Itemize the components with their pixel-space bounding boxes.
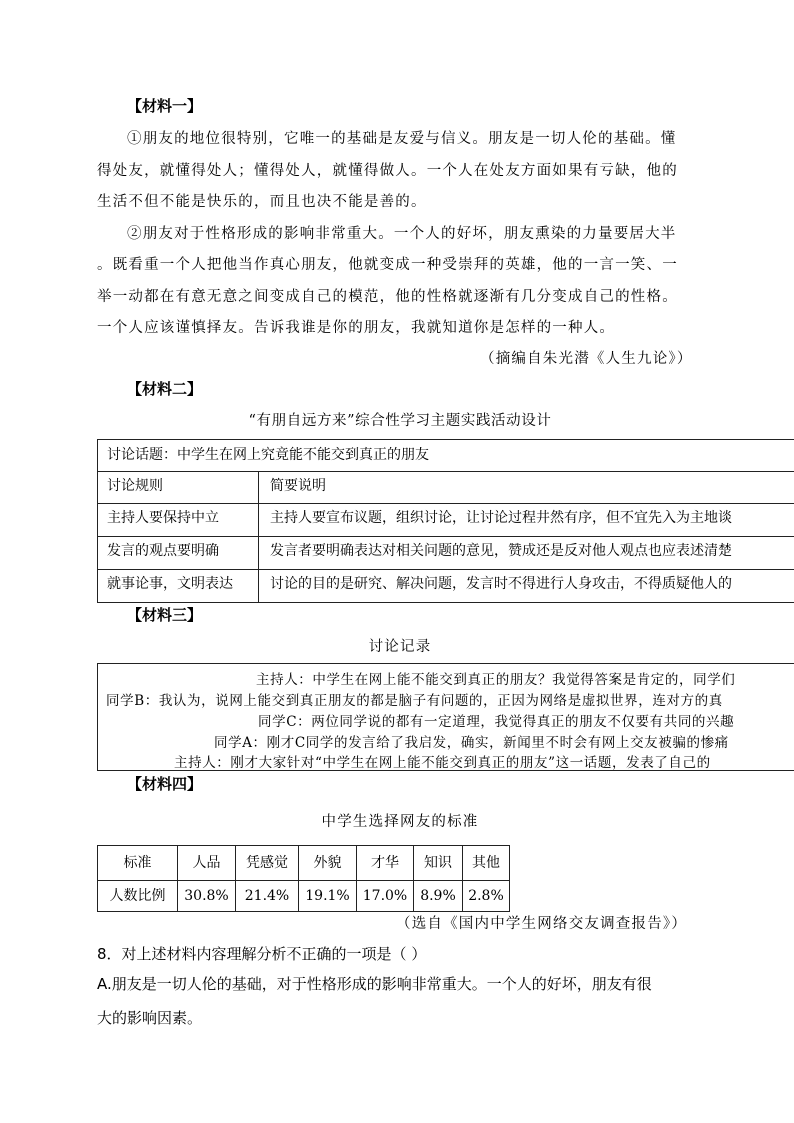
ratio-value: 21.4% <box>235 880 299 912</box>
ratio-row-label: 人数比例 <box>97 880 178 912</box>
material-3-label: 【材料三】 <box>127 606 203 624</box>
option-a-line-1: A.朋友是一切人伦的基础，对于性格形成的影响非常重大。一个人的好坏，朋友有很 <box>97 975 652 993</box>
rule-explanation: 主持人要宣布议题，组织讨论，让讨论过程井然有序，但不宜先入为主地谈 <box>258 503 794 537</box>
option-a-line-2: 大的影响因素。 <box>97 1009 203 1027</box>
criteria-header: 标准 <box>97 845 178 881</box>
record-line-host: 主持人：中学生在网上能不能交到真正的朋友？我觉得答案是肯定的，同学们 <box>256 672 736 688</box>
material-1-label: 【材料一】 <box>127 97 203 115</box>
rule-name: 主持人要保持中立 <box>97 503 259 537</box>
ratio-value: 17.0% <box>356 880 414 912</box>
criteria-header: 知识 <box>413 845 463 881</box>
ratio-value: 8.9% <box>413 880 463 912</box>
material-1-line: ①朋友的地位很特别，它唯一的基础是友爱与信义。朋友是一切人伦的基础。懂 <box>127 131 677 147</box>
record-line-student-c: 同学C：两位同学说的都有一定道理，我觉得真正的朋友不仅要有共同的兴趣 <box>258 714 735 730</box>
material-1-line: ②朋友对于性格形成的影响非常重大。一个人的好坏，朋友熏染的力量要居大半 <box>127 226 677 242</box>
ratio-value: 2.8% <box>462 880 510 912</box>
material-1-line: 。既看重一个人把他当作真心朋友，他就变成一种受崇拜的英雄，他的一言一笑、一 <box>97 257 678 273</box>
rule-name: 发言的观点要明确 <box>97 536 259 570</box>
explanation-header: 简要说明 <box>258 471 794 504</box>
material-1-line: 一个人应该谨慎择友。告诉我谁是你的朋友，我就知道你是怎样的一种人。 <box>97 320 616 336</box>
rules-header: 讨论规则 <box>97 471 259 504</box>
material-1-line: 生活不但不能是快乐的，而且也决不能是善的。 <box>97 194 427 210</box>
criteria-header: 外貌 <box>298 845 357 881</box>
rule-name: 就事论事，文明表达 <box>97 569 259 603</box>
rule-explanation: 发言者要明确表达对相关问题的意见，赞成还是反对他人观点也应表述清楚 <box>258 536 794 570</box>
criteria-header: 人品 <box>177 845 236 881</box>
material-4-label: 【材料四】 <box>127 775 203 793</box>
rule-explanation: 讨论的目的是研究、解决问题，发言时不得进行人身攻击，不得质疑他人的 <box>258 569 794 603</box>
record-line-host-summary: 主持人：刚才大家针对“中学生在网上能不能交到真正的朋友”这一话题，发表了自己的 <box>174 755 711 771</box>
material-2-title: “有朋自远方来”综合性学习主题实践活动设计 <box>248 413 552 429</box>
record-line-student-b: 同学B：我认为，说网上能交到真正朋友的都是脑子有问题的，正因为网络是虚拟世界，连对方的真 <box>106 693 723 709</box>
criteria-header: 才华 <box>356 845 414 881</box>
record-line-student-a: 同学A：刚才C同学的发言给了我启发，确实，新闻里不时会有网上交友被骗的惨痛 <box>214 735 729 751</box>
ratio-value: 30.8% <box>177 880 236 912</box>
material-1-line: 举一动都在有意无意之间变成自己的模范，他的性格就逐渐有几分变成自己的性格。 <box>97 289 678 305</box>
material-1-source: （摘编自朱光潜《人生九论》） <box>480 351 693 367</box>
material-3-title: 讨论记录 <box>368 639 432 655</box>
material-1-line: 得处友，就懂得处人；懂得处人，就懂得做人。一个人在处友方面如果有亏缺，他的 <box>97 163 678 179</box>
material-2-label: 【材料二】 <box>127 380 203 398</box>
discussion-topic: 讨论话题：中学生在网上究竟能不能交到真正的朋友 <box>97 439 794 472</box>
criteria-header: 其他 <box>462 845 510 881</box>
material-4-source: （选自《国内中学生网络交友调查报告》） <box>396 916 688 932</box>
criteria-header: 凭感觉 <box>235 845 299 881</box>
question-stem: 8．对上述材料内容理解分析不正确的一项是（ ） <box>97 945 427 963</box>
material-4-title: 中学生选择网友的标准 <box>321 814 479 830</box>
discussion-record-box <box>97 663 794 771</box>
ratio-value: 19.1% <box>298 880 357 912</box>
